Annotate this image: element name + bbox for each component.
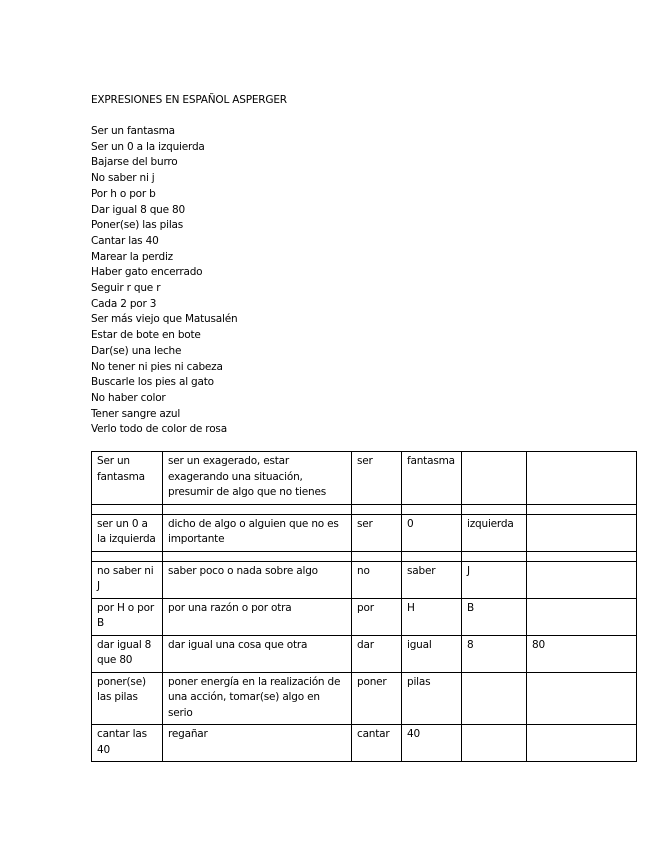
table-cell — [462, 672, 527, 725]
table-cell: regañar — [163, 725, 352, 762]
table-cell — [527, 725, 637, 762]
table-cell — [462, 725, 527, 762]
list-item: Ser un 0 a la izquierda — [91, 140, 205, 153]
table-cell — [163, 551, 352, 561]
list-item: Dar(se) una leche — [91, 344, 182, 357]
list-item: No saber ni j — [91, 172, 155, 185]
table-cell: por una razón o por otra — [163, 598, 352, 635]
table-cell: H — [402, 598, 462, 635]
list-item: No tener ni pies ni cabeza — [91, 360, 223, 373]
table-cell — [92, 504, 163, 514]
list-item: Seguir r que r — [91, 282, 161, 295]
list-item: Haber gato encerrado — [91, 266, 203, 279]
table-cell — [402, 551, 462, 561]
table-row — [92, 561, 637, 598]
table-cell: 0 — [402, 514, 462, 551]
table-cell: poner — [352, 672, 402, 725]
table-cell: 8 — [462, 635, 527, 672]
table-cell: ser — [352, 452, 402, 505]
table-cell: cantar las 40 — [92, 725, 163, 762]
table-cell: por — [352, 598, 402, 635]
list-item: Por h o por b — [91, 187, 156, 200]
table-cell — [402, 504, 462, 514]
table-cell: dicho de algo o alguien que no es importante — [163, 514, 352, 551]
document-title: EXPRESIONES EN ESPAÑOL ASPERGER — [91, 94, 287, 106]
table-cell: igual — [402, 635, 462, 672]
list-item: No haber color — [91, 391, 166, 404]
table-cell: 40 — [402, 725, 462, 762]
table-cell — [462, 504, 527, 514]
table-cell: ser un 0 a la izquierda — [92, 514, 163, 551]
list-item: Buscarle los pies al gato — [91, 376, 214, 389]
table-cell: saber poco o nada sobre algo — [163, 561, 352, 598]
table-cell: dar — [352, 635, 402, 672]
list-item: Dar igual 8 que 80 — [91, 203, 185, 216]
list-item: Tener sangre azul — [91, 407, 181, 420]
table-cell — [462, 452, 527, 505]
table-cell — [92, 551, 163, 561]
list-item: Verlo todo de color de rosa — [91, 423, 227, 436]
table-cell — [527, 504, 637, 514]
table-row — [92, 672, 637, 725]
table-cell: ser un exagerado, estar exagerando una situación, presumir de algo que no tienes — [163, 452, 352, 505]
table-cell: 80 — [527, 635, 637, 672]
table-row-spacer — [92, 504, 637, 514]
list-item: Cada 2 por 3 — [91, 297, 157, 310]
table-cell: fantasma — [402, 452, 462, 505]
table-cell: saber — [402, 561, 462, 598]
table-cell: dar igual 8 que 80 — [92, 635, 163, 672]
table-cell — [527, 561, 637, 598]
table-cell: no — [352, 561, 402, 598]
table-row — [92, 514, 637, 551]
table-cell — [163, 504, 352, 514]
expression-list — [91, 124, 237, 438]
table-row-spacer — [92, 551, 637, 561]
table-cell — [527, 672, 637, 725]
table-row — [92, 635, 637, 672]
table-cell — [527, 514, 637, 551]
list-item: Cantar las 40 — [91, 234, 159, 247]
expressions-table — [91, 451, 637, 762]
table-cell — [527, 598, 637, 635]
table-cell: izquierda — [462, 514, 527, 551]
table-cell — [462, 551, 527, 561]
table-cell: Ser un fantasma — [92, 452, 163, 505]
table-cell: J — [462, 561, 527, 598]
table-cell: poner(se) las pilas — [92, 672, 163, 725]
list-item: Ser un fantasma — [91, 125, 175, 137]
table-cell — [527, 551, 637, 561]
table-cell: B — [462, 598, 527, 635]
table-cell: poner energía en la realización de una acción, tomar(se) algo en serio — [163, 672, 352, 725]
table-row — [92, 452, 637, 505]
list-item: Estar de bote en bote — [91, 329, 201, 342]
table-cell — [352, 504, 402, 514]
table-cell: no saber ni J — [92, 561, 163, 598]
table-row — [92, 725, 637, 762]
table-cell: por H o por B — [92, 598, 163, 635]
list-item: Bajarse del burro — [91, 156, 178, 169]
table-cell — [352, 551, 402, 561]
list-item: Poner(se) las pilas — [91, 219, 184, 232]
table-cell: ser — [352, 514, 402, 551]
table-cell — [527, 452, 637, 505]
table-row — [92, 598, 637, 635]
table-cell: dar igual una cosa que otra — [163, 635, 352, 672]
list-item: Ser más viejo que Matusalén — [91, 313, 238, 326]
list-item: Marear la perdiz — [91, 250, 173, 263]
table-cell: cantar — [352, 725, 402, 762]
table-cell: pilas — [402, 672, 462, 725]
